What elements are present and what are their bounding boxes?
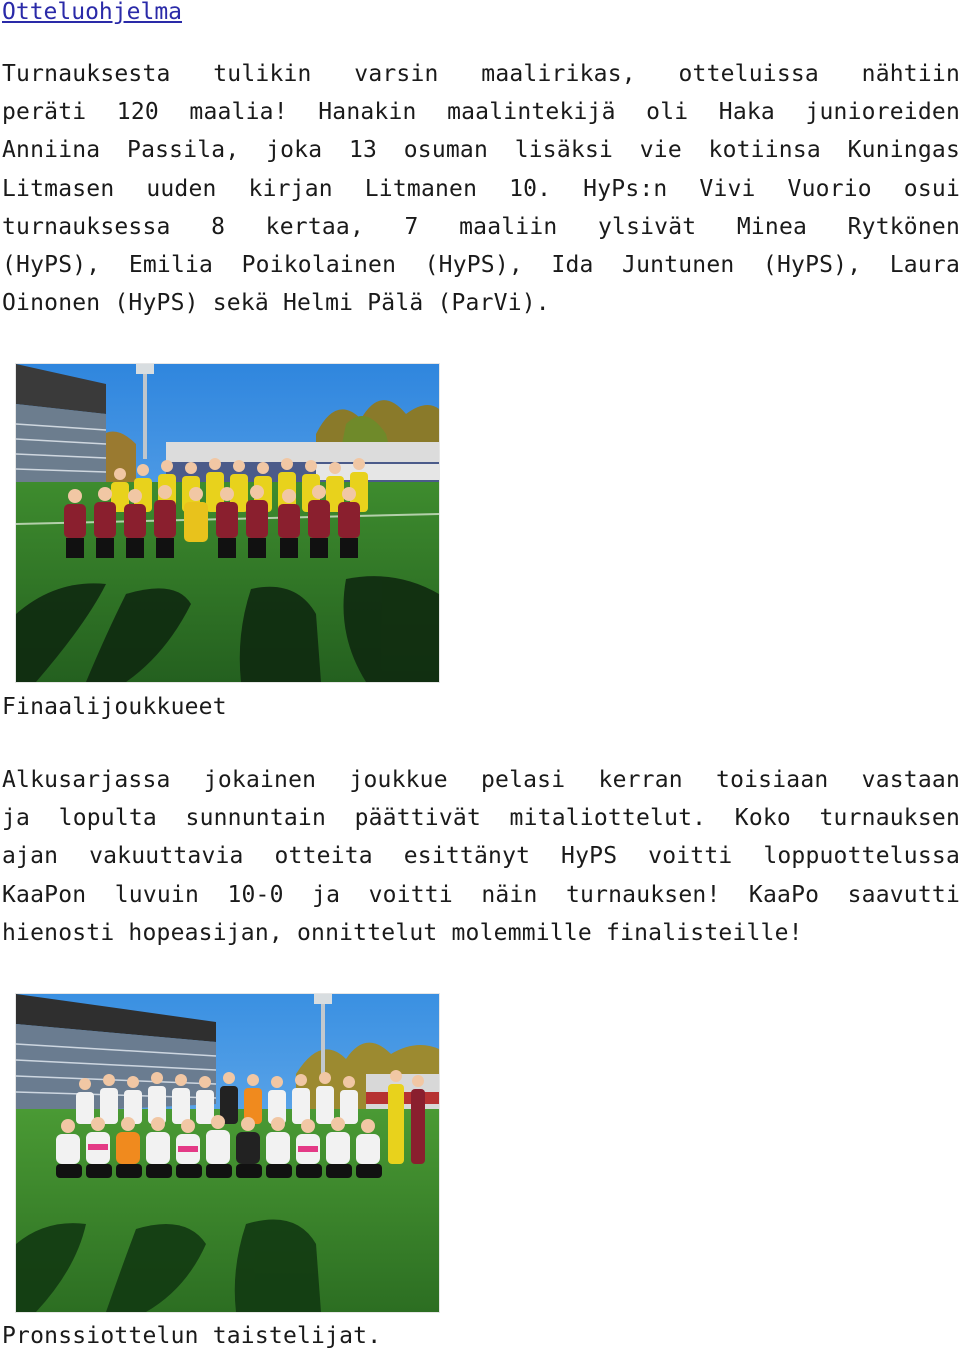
text-line: ajan vakuuttavia otteita esittänyt HyPS voitti loppuottelussa: [2, 843, 960, 870]
body-paragraph: [2, 761, 960, 952]
bronze-match-photo: [15, 993, 440, 1313]
text-line: Litmasen uuden kirjan Litmanen 10. HyPs:n Vivi Vuorio osui: [2, 175, 960, 202]
text-line: KaaPon luvuin 10-0 ja voitti näin turnauksen! KaaPo saavutti: [2, 881, 960, 908]
photo-caption: Pronssiottelun taistelijat.: [2, 1323, 382, 1349]
text-line: (HyPS), Emilia Poikolainen (HyPS), Ida Juntunen (HyPS), Laura: [2, 252, 960, 279]
text-line: hienosti hopeasijan, onnittelut molemmille finalisteille!: [2, 919, 803, 946]
text-line: Oinonen (HyPS) sekä Helmi Pälä (ParVi).: [2, 290, 550, 317]
text-line: peräti 120 maalia! Hanakin maalintekijä oli Haka junioreiden: [2, 99, 960, 126]
text-line: Alkusarjassa jokainen joukkue pelasi kerran toisiaan vastaan: [2, 767, 960, 793]
text-line: ja lopulta sunnuntain päättivät mitaliottelut. Koko turnauksen: [2, 805, 960, 832]
finalists-photo: [15, 363, 440, 683]
schedule-link[interactable]: Otteluohjelma: [2, 0, 183, 25]
text-line: turnauksessa 8 kertaa, 7 maaliin ylsivät Minea Rytkönen: [2, 213, 960, 240]
photo-caption: Finaalijoukkueet: [2, 694, 227, 720]
intro-paragraph: [2, 55, 960, 322]
text-line: Anniina Passila, joka 13 osuman lisäksi vie kotiinsa Kuningas: [2, 137, 960, 164]
text-line: Turnauksesta tulikin varsin maalirikas, otteluissa nähtiin: [2, 61, 960, 87]
